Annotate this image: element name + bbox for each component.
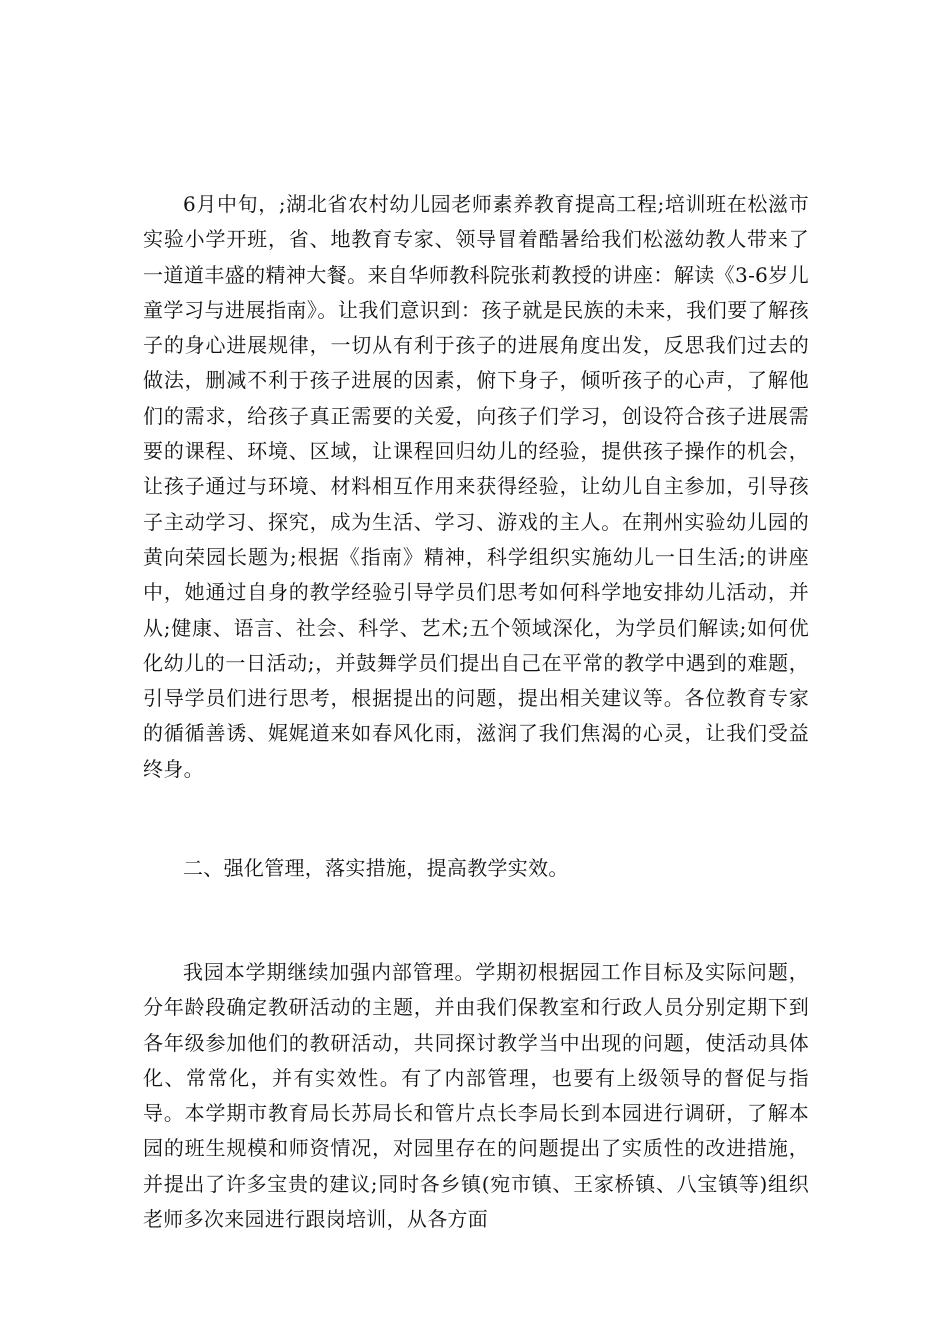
section-heading: 二、强化管理，落实措施，提高教学实效。	[183, 856, 569, 880]
body-paragraph-2: 我园本学期继续加强内部管理。学期初根据园工作目标及实际问题，分年龄段确定教研活动的主题，并由我们保教室和行政人员分别定期下到各年级参加他们的教研活动，共同探讨教学当中出现的问题，使活动具体化、常常化，并有实效性。有了内部管理，也要有上级领导的督促与指导。本学期市教育局长苏局长和管片点长李局长到本园进行调研，了解本园的班生规模和师资情况，对园里存在的问题提出了实质性的改进措施，并提出了许多宝贵的建议;同时各乡镇(宛市镇、王家桥镇、八宝镇等)组织老师多次来园进行跟岗培训，从各方面	[143, 960, 809, 1232]
body-paragraph-1: 6月中旬，;湖北省农村幼儿园老师素养教育提高工程;培训班在松滋市实验小学开班，省、地教育专家、领导冒着酷暑给我们松滋幼教人带来了一道道丰盛的精神大餐。来自华师教科院张莉教授的讲座：解读《3-6岁儿童学习与进展指南》。让我们意识到：孩子就是民族的未来，我们要了解孩子的身心进展规律，一切从有利于孩子的进展角度出发，反思我们过去的做法，删减不利于孩子进展的因素，俯下身子，倾听孩子的心声，了解他们的需求，给孩子真正需要的关爱，向孩子们学习，创设符合孩子进展需要的课程、环境、区域，让课程回归幼儿的经验，提供孩子操作的机会，让孩子通过与环境、材料相互作用来获得经验，让幼儿自主参加，引导孩子主动学习、探究，成为生活、学习、游戏的主人。在荆州实验幼儿园的黄向荣园长题为;根据《指南》精神，科学组织实施幼儿一日生活;的讲座中，她通过自身的教学经验引导学员们思考如何科学地安排幼儿活动，并从;健康、语言、社会、科学、艺术;五个领域深化，为学员们解读;如何优化幼儿的一日活动;，并鼓舞学员们提出自己在平常的教学中遇到的难题，引导学员们进行思考，根据提出的问题，提出相关建议等。各位教育专家的循循善诱、娓娓道来如春风化雨，滋润了我们焦渴的心灵，让我们受益终身。	[143, 192, 809, 781]
